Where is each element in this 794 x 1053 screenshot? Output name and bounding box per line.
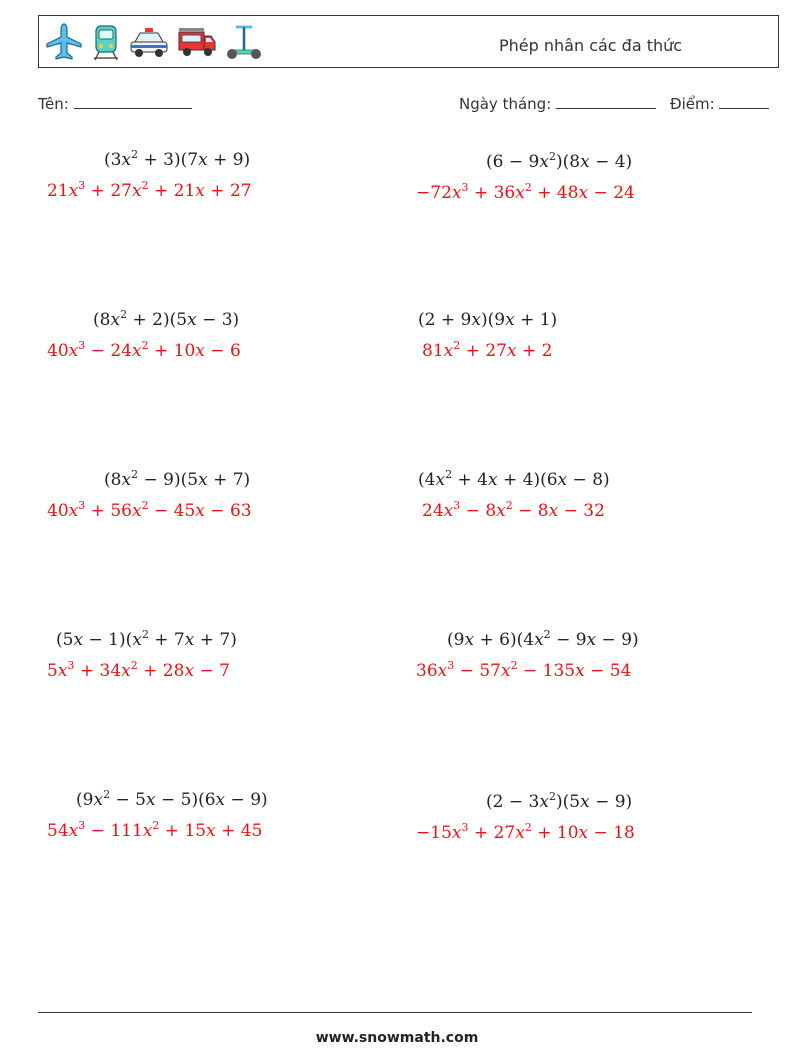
problem-question: $(8x^2 - 9)(5x + 7)$ xyxy=(104,468,251,490)
worksheet-header xyxy=(38,15,779,68)
name-blank[interactable] xyxy=(74,95,192,109)
problem-answer: $21x^3 + 27x^2 + 21x + 27$ xyxy=(47,179,252,201)
problem-question: $(8x^2 + 2)(5x - 3)$ xyxy=(93,308,240,330)
name-field xyxy=(38,95,192,113)
fire-truck-icon xyxy=(177,22,217,62)
problem-answer: $54x^3 - 111x^2 + 15x + 45$ xyxy=(47,819,263,841)
problem-answer: $-72x^3 + 36x^2 + 48x - 24$ xyxy=(416,181,635,203)
problem-question: $(3x^2 + 3)(7x + 9)$ xyxy=(104,148,251,170)
problem-question: $(6 - 9x^2)(8x - 4)$ xyxy=(486,150,633,172)
score-field xyxy=(670,95,769,113)
problem-answer: $81x^2 + 27x + 2$ xyxy=(422,339,553,361)
problem-question: $(2 - 3x^2)(5x - 9)$ xyxy=(486,790,633,812)
footer-divider xyxy=(38,1012,752,1013)
problem-answer: $5x^3 + 34x^2 + 28x - 7$ xyxy=(47,659,230,681)
score-label: Điểm: xyxy=(670,95,715,113)
name-label: Tên: xyxy=(38,95,69,113)
police-car-icon xyxy=(129,22,169,62)
problem-question: $(5x - 1)(x^2 + 7x + 7)$ xyxy=(56,628,237,650)
tram-icon xyxy=(91,22,121,62)
problem-answer: $24x^3 - 8x^2 - 8x - 32$ xyxy=(422,499,605,521)
date-blank[interactable] xyxy=(556,95,656,109)
problem-question: (2 + 9x)(9x + 1) xyxy=(418,310,558,330)
worksheet-title: Phép nhân các đa thức xyxy=(499,36,683,55)
score-blank[interactable] xyxy=(719,95,769,109)
date-field xyxy=(459,95,656,113)
problem-question: $(9x + 6)(4x^2 - 9x - 9)$ xyxy=(447,628,639,650)
problem-answer: $-15x^3 + 27x^2 + 10x - 18$ xyxy=(416,821,635,843)
airplane-icon xyxy=(45,22,83,62)
problem-question: $(4x^2 + 4x + 4)(6x - 8)$ xyxy=(418,468,610,490)
header-icons xyxy=(45,22,263,62)
problem-question: $(9x^2 - 5x - 5)(6x - 9)$ xyxy=(76,788,268,810)
problem-answer: $36x^3 - 57x^2 - 135x - 54$ xyxy=(416,659,632,681)
footer-url: www.snowmath.com xyxy=(315,1030,479,1046)
problem-answer: $40x^3 + 56x^2 - 45x - 63$ xyxy=(47,499,252,521)
date-label: Ngày tháng: xyxy=(459,95,552,113)
problem-answer: $40x^3 - 24x^2 + 10x - 6$ xyxy=(47,339,241,361)
scooter-icon xyxy=(225,22,263,62)
